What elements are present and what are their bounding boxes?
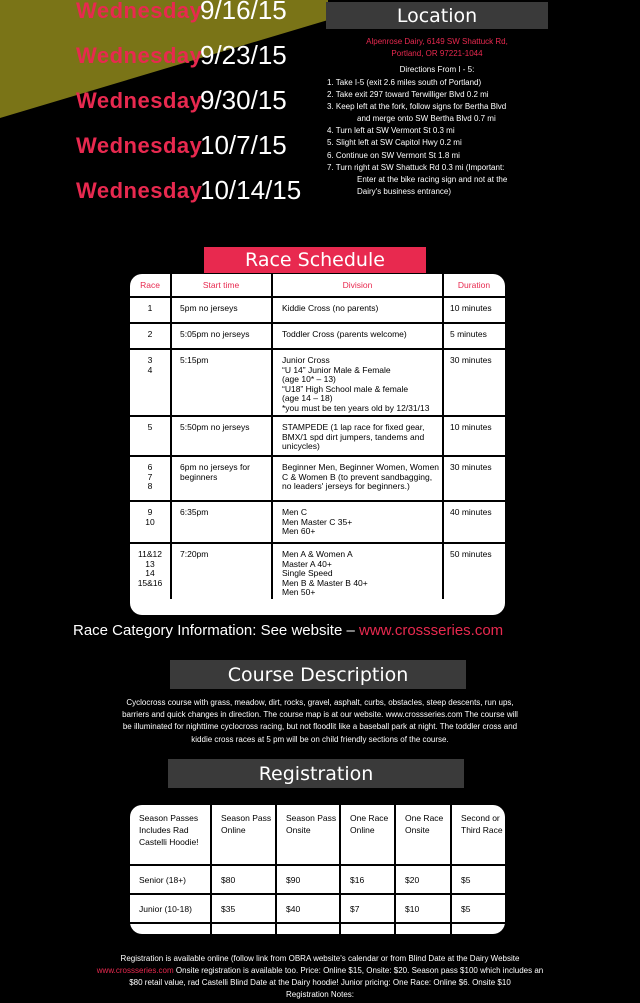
- date-value: 9/23/15: [200, 40, 287, 70]
- direction-step: 7. Turn right at SW Shattuck Rd 0.3 mi (Important:: [327, 162, 505, 172]
- division-line: no leaders' jerseys for beginners.): [282, 481, 410, 491]
- course-line: kiddie cross races at 5 pm will be on child friendly sections of the course.: [191, 734, 449, 744]
- date-value: 10/14/15: [200, 175, 302, 205]
- duration: 30 minutes: [443, 349, 505, 416]
- race-category-text: Race Category Information: See website –: [73, 622, 359, 639]
- date-weekday: Wednesday: [76, 43, 203, 68]
- table-row: [130, 456, 505, 501]
- column-header-line: Second or: [461, 813, 500, 823]
- price-cell: $90: [276, 865, 340, 894]
- registration-heading: Registration: [168, 759, 464, 788]
- table-row: [130, 323, 505, 349]
- column-header: Duration: [443, 274, 505, 297]
- price-cell: $5: [451, 865, 505, 894]
- table-row: [130, 923, 505, 951]
- column-header-line: Onsite: [405, 825, 430, 835]
- footer-line: Registration is available online (follow link from OBRA website's calendar or from Blind Date at the Dairy Website: [120, 954, 520, 963]
- column-header: Race: [130, 274, 171, 297]
- division-line: BMX/1 spd dirt jumpers, tandems and: [282, 431, 425, 442]
- start-time: 7:20pm: [171, 543, 272, 599]
- direction-step: 3. Keep left at the fork, follow signs for Bertha Blvd: [327, 102, 507, 112]
- division-line: Junior Cross: [282, 355, 330, 365]
- division-line: Men B & Master B 40+: [282, 577, 368, 588]
- price-cell: $35: [211, 894, 276, 923]
- price-category: Senior (18+): [130, 865, 211, 894]
- footer-line: [60, 965, 580, 977]
- column-header-line: Online: [350, 825, 375, 835]
- column-header: Start time: [171, 274, 272, 297]
- division-line: “U18” High School male & female: [282, 383, 409, 394]
- column-header-line: Season Pass: [221, 813, 272, 823]
- race-number: 1: [147, 303, 153, 313]
- column-header-line: Includes Rad: [139, 825, 189, 835]
- date-value: 9/16/15: [200, 0, 287, 25]
- race-schedule-heading: Race Schedule: [204, 247, 426, 273]
- price-cell: $20: [395, 865, 451, 894]
- location-heading: Location: [326, 2, 548, 29]
- website-link[interactable]: www.crossseries.com: [358, 622, 504, 639]
- table-header-row: [130, 274, 505, 297]
- date-weekday: Wednesday: [76, 0, 203, 23]
- course-description-heading: Course Description: [170, 660, 466, 689]
- race-number: 14: [145, 568, 155, 578]
- table-row: [130, 416, 505, 456]
- price-cell: $5: [395, 923, 451, 951]
- division-line: unicycles): [282, 441, 320, 451]
- division-line: Men C: [282, 507, 308, 517]
- duration: 5 minutes: [443, 323, 505, 349]
- division-line: Beginner Men, Beginner Women, Women: [282, 462, 440, 472]
- race-number: 7: [147, 471, 153, 482]
- division-line: Men 50+: [282, 587, 316, 597]
- race-number: 10: [145, 516, 155, 527]
- table-row: [130, 894, 505, 923]
- price-category: Stampede: [139, 932, 178, 943]
- registration-notes: [60, 953, 580, 1001]
- direction-step: 2. Take exit 297 toward Terwilliger Blvd 0.2 mi: [327, 90, 489, 100]
- footer-line: $80 retail value, rad Castelli Blind Date at the Dairy hoodie! Junior pricing: One Race: Online $6. Onsite $10: [129, 978, 511, 987]
- division-line: Men A & Women A: [282, 549, 353, 559]
- course-line: be illuminated for nighttime cyclocross racing, but not floodlit like a baseball park at night. The toddler cross and: [122, 722, 518, 732]
- duration: 10 minutes: [443, 416, 505, 456]
- website-link[interactable]: www.crossseries.com: [96, 966, 174, 975]
- price-cell: $5: [451, 894, 505, 923]
- division-line: (age 14 – 18): [282, 393, 333, 403]
- table-row: [130, 501, 505, 543]
- race-number: 8: [147, 481, 153, 491]
- division-line: Kiddie Cross (no parents): [282, 303, 379, 313]
- price-cell: $80: [211, 865, 276, 894]
- price-cell: $5: [340, 923, 395, 951]
- date-weekday: Wednesday: [76, 133, 203, 158]
- price-cell: $20: [211, 923, 276, 951]
- price-cell: $2.50: [451, 923, 505, 951]
- table-row: [130, 865, 505, 894]
- registration-table: [130, 805, 505, 943]
- directions-title: Directions From I - 5:: [399, 65, 475, 74]
- directions-list: [327, 77, 627, 198]
- division-line: *you must be ten years old by 12/31/13: [282, 402, 430, 413]
- race-number: 9: [147, 507, 153, 517]
- price-cell: $10: [395, 894, 451, 923]
- division-line: Single Speed: [282, 568, 333, 578]
- division-line: C & Women B (to prevent sandbagging,: [282, 471, 433, 482]
- column-header-line: Third Race: [461, 825, 503, 835]
- column-header-line: One Race: [405, 813, 444, 823]
- course-description-text: [80, 697, 560, 746]
- duration: 10 minutes: [443, 297, 505, 323]
- division-line: STAMPEDE (1 lap race for fixed gear,: [282, 422, 425, 432]
- division-line: Toddler Cross (parents welcome): [282, 329, 407, 339]
- race-number: 13: [145, 558, 155, 569]
- direction-step: 5. Slight left at SW Capitol Hwy 0.2 mi: [327, 138, 462, 148]
- duration: 50 minutes: [443, 543, 505, 599]
- table-row: [130, 297, 505, 323]
- price-cell: $7: [340, 894, 395, 923]
- division-line: (age 10* – 13): [282, 374, 336, 384]
- date-weekday: Wednesday: [76, 88, 203, 113]
- duration: 30 minutes: [443, 456, 505, 501]
- start-time: 5:50pm no jerseys: [171, 416, 272, 456]
- price-cell: $25: [276, 923, 340, 951]
- price-cell: $40: [276, 894, 340, 923]
- column-header-line: One Race: [350, 813, 389, 823]
- footer-line: Registration Notes:: [285, 990, 355, 999]
- race-number: 15&16: [137, 577, 163, 588]
- footer-text: Onsite registration is available too. Price: Online $15, Onsite: $20. Season pass $100 which includes an: [173, 966, 544, 975]
- course-line: barriers and quick changes in direction. The course map is at our website. www.crossseries.com The course will: [122, 710, 518, 720]
- table-row: [130, 349, 505, 416]
- direction-step: Enter at the bike racing sign and not at the: [357, 174, 508, 184]
- start-time: 5pm no jerseys: [171, 297, 272, 323]
- division-line: Master A 40+: [282, 558, 332, 569]
- direction-step: Dairy's business entrance): [357, 186, 452, 196]
- duration: 40 minutes: [443, 501, 505, 543]
- address-line: Alpenrose Dairy, 6149 SW Shattuck Rd,: [366, 37, 508, 46]
- direction-step: 4. Turn left at SW Vermont St 0.3 mi: [327, 126, 455, 136]
- address-line: Portland, OR 97221-1044: [391, 49, 483, 58]
- start-time: 6pm no jerseys for beginners: [171, 456, 272, 501]
- location-address: [326, 36, 548, 60]
- column-header-line: Season Passes: [139, 813, 199, 823]
- race-number: 6: [147, 462, 153, 472]
- direction-step: 6. Continue on SW Vermont St 1.8 mi: [327, 150, 460, 160]
- race-number: 5: [147, 422, 153, 432]
- column-header-line: Online: [221, 825, 246, 835]
- price-category: Junior (10-18): [130, 894, 211, 923]
- start-time: 5:05pm no jerseys: [171, 323, 272, 349]
- column-header-line: Season Pass: [286, 813, 337, 823]
- race-schedule-table: [130, 274, 505, 615]
- date-value: 10/7/15: [200, 130, 287, 160]
- division-line: Men Master C 35+: [282, 516, 353, 527]
- direction-step: and merge onto SW Bertha Blvd 0.7 mi: [357, 114, 496, 124]
- division-line: Men 60+: [282, 526, 316, 536]
- start-time: 6:35pm: [171, 501, 272, 543]
- race-number: 3: [147, 355, 153, 365]
- start-time: 5:15pm: [171, 349, 272, 416]
- column-header-line: Onsite: [286, 825, 311, 835]
- division-line: “U 14” Junior Male & Female: [282, 364, 391, 375]
- column-header: Division: [272, 274, 443, 297]
- date-weekday: Wednesday: [76, 178, 203, 203]
- price-cell: $16: [340, 865, 395, 894]
- date-value: 9/30/15: [200, 85, 287, 115]
- column-header-line: Castelli Hoodie!: [139, 837, 199, 847]
- table-row: [130, 543, 505, 599]
- direction-step: 1. Take I-5 (exit 2.6 miles south of Portland): [327, 78, 482, 87]
- race-number: 4: [147, 364, 153, 375]
- course-line: Cyclocross course with grass, meadow, dirt, rocks, gravel, asphalt, curbs, obstacles, steep descents, run ups,: [126, 698, 514, 707]
- race-category-info: [73, 622, 503, 639]
- table-header-row: [130, 805, 505, 865]
- race-number: 11&12: [138, 549, 162, 559]
- race-number: 2: [147, 329, 153, 339]
